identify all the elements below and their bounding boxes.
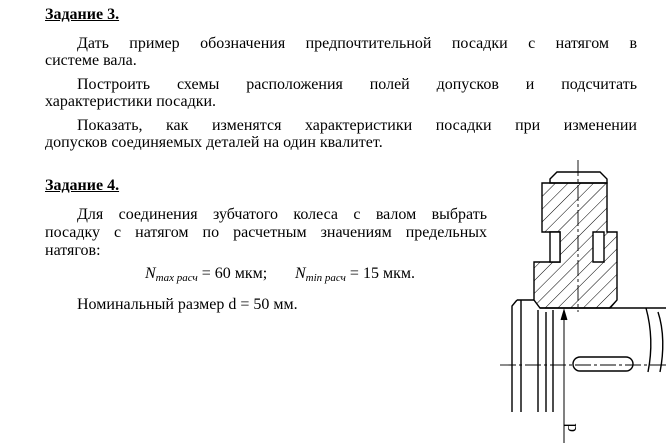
task4-heading: Задание 4. [45, 177, 120, 194]
nmin-value: = 15 мкм. [345, 265, 415, 282]
dimension-d [561, 310, 567, 443]
gear-section [534, 172, 617, 308]
task3-paragraph1-line2: системе вала. [45, 52, 137, 69]
task3-paragraph3-line1: Показать, как изменятся характеристики посадки при изменении [77, 117, 637, 134]
shaft [512, 300, 666, 412]
nmin-symbol: N [295, 265, 306, 282]
task3-paragraph2-line2: характеристики посадки. [45, 93, 217, 110]
nmax-subscript: max расч [155, 272, 198, 284]
nmax-symbol: N [145, 265, 156, 282]
task3-paragraph2-line1: Построить схемы расположения полей допусков и подсчитать [77, 76, 637, 93]
task4-paragraph1-line2: посадку с натягом по расчетным значениям предельных [45, 224, 487, 241]
task4-paragraph1-line3: натягов: [45, 242, 101, 259]
dimension-label-d: d [561, 423, 580, 432]
task4-nominal-size: Номинальный размер d = 50 мм. [77, 296, 298, 313]
task3-heading: Задание 3. [45, 6, 120, 23]
task3-paragraph1-line1: Дать пример обозначения предпочтительной посадки с натягом в [77, 35, 637, 52]
task4-paragraph1-line1: Для соединения зубчатого колеса с валом выбрать [77, 206, 487, 223]
nmax-value: = 60 мкм; [197, 265, 268, 282]
task3-paragraph3-line2: допусков соединяемых деталей на один квалитет. [45, 134, 383, 151]
nmin-subscript: min расч [305, 272, 346, 284]
